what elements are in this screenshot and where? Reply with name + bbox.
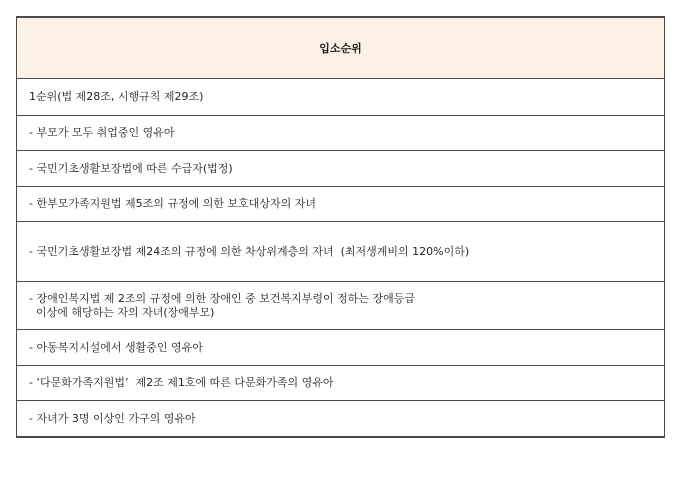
row-text: - 장애인복지법 제 2조의 규정에 의한 장애인 중 보건복지부령이 정하는 장애등급 이상에 해당하는 자의 자녀(장애부모): [29, 291, 415, 319]
table-header: [17, 18, 664, 79]
row-text: - 부모가 모두 취업중인 영유아: [29, 126, 175, 139]
header-title: 입소순위: [319, 42, 362, 55]
row-text: - ‘다문화가족지원법’ 제2조 제1호에 따른 다문화가족의 영유아: [29, 376, 334, 389]
row-text: 1순위(법 제28조, 시행규칙 제29조): [29, 90, 204, 103]
table-row: [17, 282, 664, 330]
table-row: [17, 401, 664, 436]
row-text: - 자녀가 3명 이상인 가구의 영유아: [29, 411, 196, 425]
table-row: [17, 222, 664, 282]
row-text: - 아동복지시설에서 생활중인 영유아: [29, 340, 203, 354]
table-row: [17, 330, 664, 366]
admission-priority-table: [16, 16, 665, 438]
row-text: - 국민기초생활보장법 제24조의 규정에 의한 차상위계층의 자녀 (최저생계비의 120%이하): [29, 244, 470, 258]
table-row: [17, 366, 664, 401]
table-row: [17, 187, 664, 222]
row-text: - 한부모가족지원법 제5조의 규정에 의한 보호대상자의 자녀: [29, 197, 316, 210]
row-text: - 국민기초생활보장법에 따른 수급자(법정): [29, 161, 233, 175]
table-row: [17, 79, 664, 116]
table-row: [17, 116, 664, 151]
table-row: [17, 151, 664, 187]
